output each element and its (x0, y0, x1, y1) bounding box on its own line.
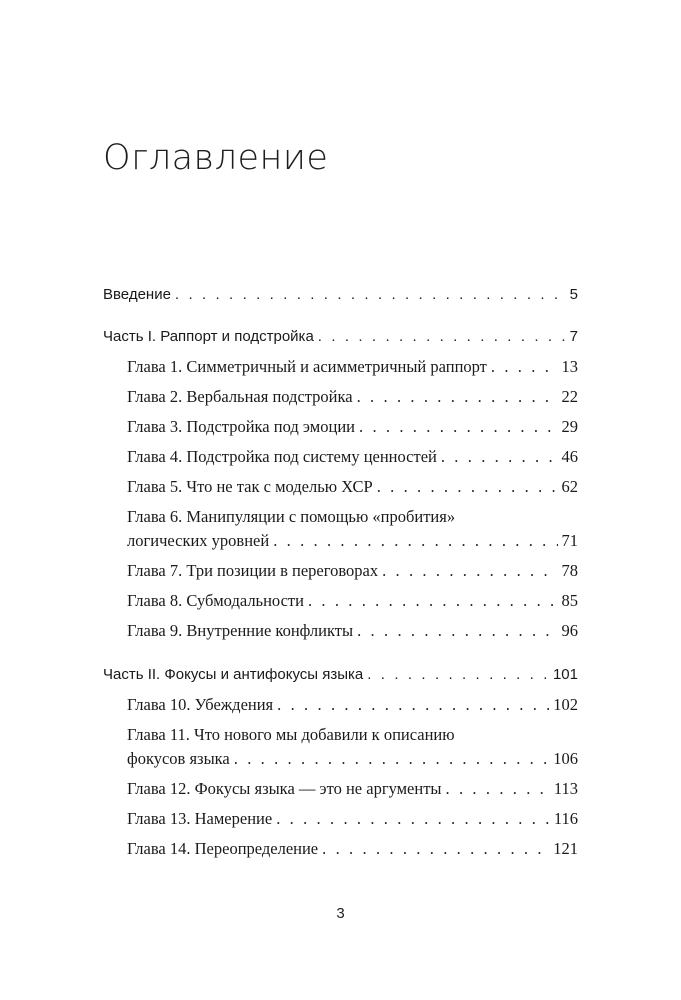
toc-entry-chapter-14[interactable] (127, 839, 578, 859)
toc-entry-label: логических уровней (127, 531, 270, 550)
toc-entry-chapter-13[interactable] (127, 809, 578, 829)
dot-leader (277, 695, 549, 715)
toc-entry-label: Глава 2. Вербальная подстройка (127, 387, 353, 406)
toc-entry-chapter-8[interactable] (127, 591, 578, 611)
dot-leader (357, 387, 558, 407)
toc-entry-label-line-1: Глава 6. Манипуляции с помощью «пробития» (127, 507, 456, 526)
toc-entry-chapter-5[interactable] (127, 477, 578, 497)
toc-entry-page: 78 (561, 561, 578, 580)
dot-leader (322, 839, 549, 859)
toc-entry-label: Часть I. Раппорт и подстройка (103, 328, 314, 345)
toc-entry-chapter-9[interactable] (127, 621, 578, 641)
toc-entry-page: 85 (561, 591, 578, 610)
toc-entry-label: Глава 14. Переопределение (127, 839, 319, 858)
toc-entry-label: Глава 9. Внутренние конфликты (127, 621, 354, 640)
toc-entry-label: фокусов языка (127, 749, 230, 768)
toc-entry-page: 121 (553, 839, 578, 858)
dot-leader (234, 749, 550, 769)
dot-leader (276, 809, 550, 829)
toc-entry-label: Глава 10. Убеждения (127, 695, 274, 714)
toc-entry-page: 106 (553, 749, 578, 768)
toc-entry-part-1[interactable] (103, 327, 578, 347)
toc-entry-chapter-4[interactable] (127, 447, 578, 467)
toc-entry-page: 22 (561, 387, 578, 406)
toc-entry-line-2 (127, 531, 578, 551)
toc-entry-part-2[interactable] (103, 665, 578, 685)
toc-entry-chapter-6[interactable] (103, 507, 578, 551)
toc-entry-page: 13 (561, 357, 578, 376)
toc-entry-page: 116 (553, 809, 578, 828)
dot-leader (377, 477, 558, 497)
toc-entry-page: 101 (552, 666, 578, 683)
toc-entry-page: 62 (561, 477, 578, 496)
toc-entry-page: 46 (561, 447, 578, 466)
toc-entry-page: 113 (553, 779, 578, 798)
toc-entry-introduction[interactable] (103, 285, 578, 305)
page-number: 3 (336, 905, 345, 922)
dot-leader (367, 665, 549, 685)
dot-leader (382, 561, 557, 581)
toc-entry-label: Глава 1. Симметричный и асимметричный раппорт (127, 357, 487, 376)
toc-entry-page: 7 (569, 328, 578, 345)
toc-entry-label: Глава 5. Что не так с моделью ХСР (127, 477, 373, 496)
dot-leader (491, 357, 558, 377)
toc-entry-label: Глава 8. Субмодальности (127, 591, 304, 610)
dot-leader (441, 447, 558, 467)
toc-entry-label-line-1: Глава 11. Что нового мы добавили к описанию (127, 725, 455, 744)
toc-entry-label: Глава 4. Подстройка под систему ценностей (127, 447, 437, 466)
toc-entry-chapter-10[interactable] (127, 695, 578, 715)
toc-entry-page: 102 (553, 695, 578, 714)
toc-entry-page: 5 (569, 286, 578, 303)
toc-entry-label: Глава 13. Намерение (127, 809, 273, 828)
toc-entry-label: Глава 3. Подстройка под эмоции (127, 417, 355, 436)
dot-leader (318, 327, 566, 347)
toc-entry-page: 29 (561, 417, 578, 436)
toc-entry-page: 96 (561, 621, 578, 640)
toc-entry-chapter-3[interactable] (127, 417, 578, 437)
dot-leader (273, 531, 557, 551)
dot-leader (175, 285, 566, 305)
toc-entry-chapter-7[interactable] (127, 561, 578, 581)
page-title: Оглавление (103, 138, 329, 178)
toc-entry-label: Глава 7. Три позиции в переговорах (127, 561, 379, 580)
toc-entry-chapter-11[interactable] (103, 725, 578, 769)
toc-entry-label: Введение (103, 286, 171, 303)
dot-leader (359, 417, 558, 437)
dot-leader (446, 779, 550, 799)
dot-leader (357, 621, 557, 641)
toc-entry-line-2 (127, 749, 578, 769)
toc-entry-page: 71 (561, 531, 578, 550)
toc-entry-label: Часть II. Фокусы и антифокусы языка (103, 666, 364, 683)
dot-leader (308, 591, 558, 611)
table-of-contents (103, 285, 578, 859)
toc-entry-chapter-2[interactable] (127, 387, 578, 407)
toc-entry-label: Глава 12. Фокусы языка — это не аргументы (127, 779, 442, 798)
toc-entry-chapter-1[interactable] (127, 357, 578, 377)
toc-entry-chapter-12[interactable] (127, 779, 578, 799)
